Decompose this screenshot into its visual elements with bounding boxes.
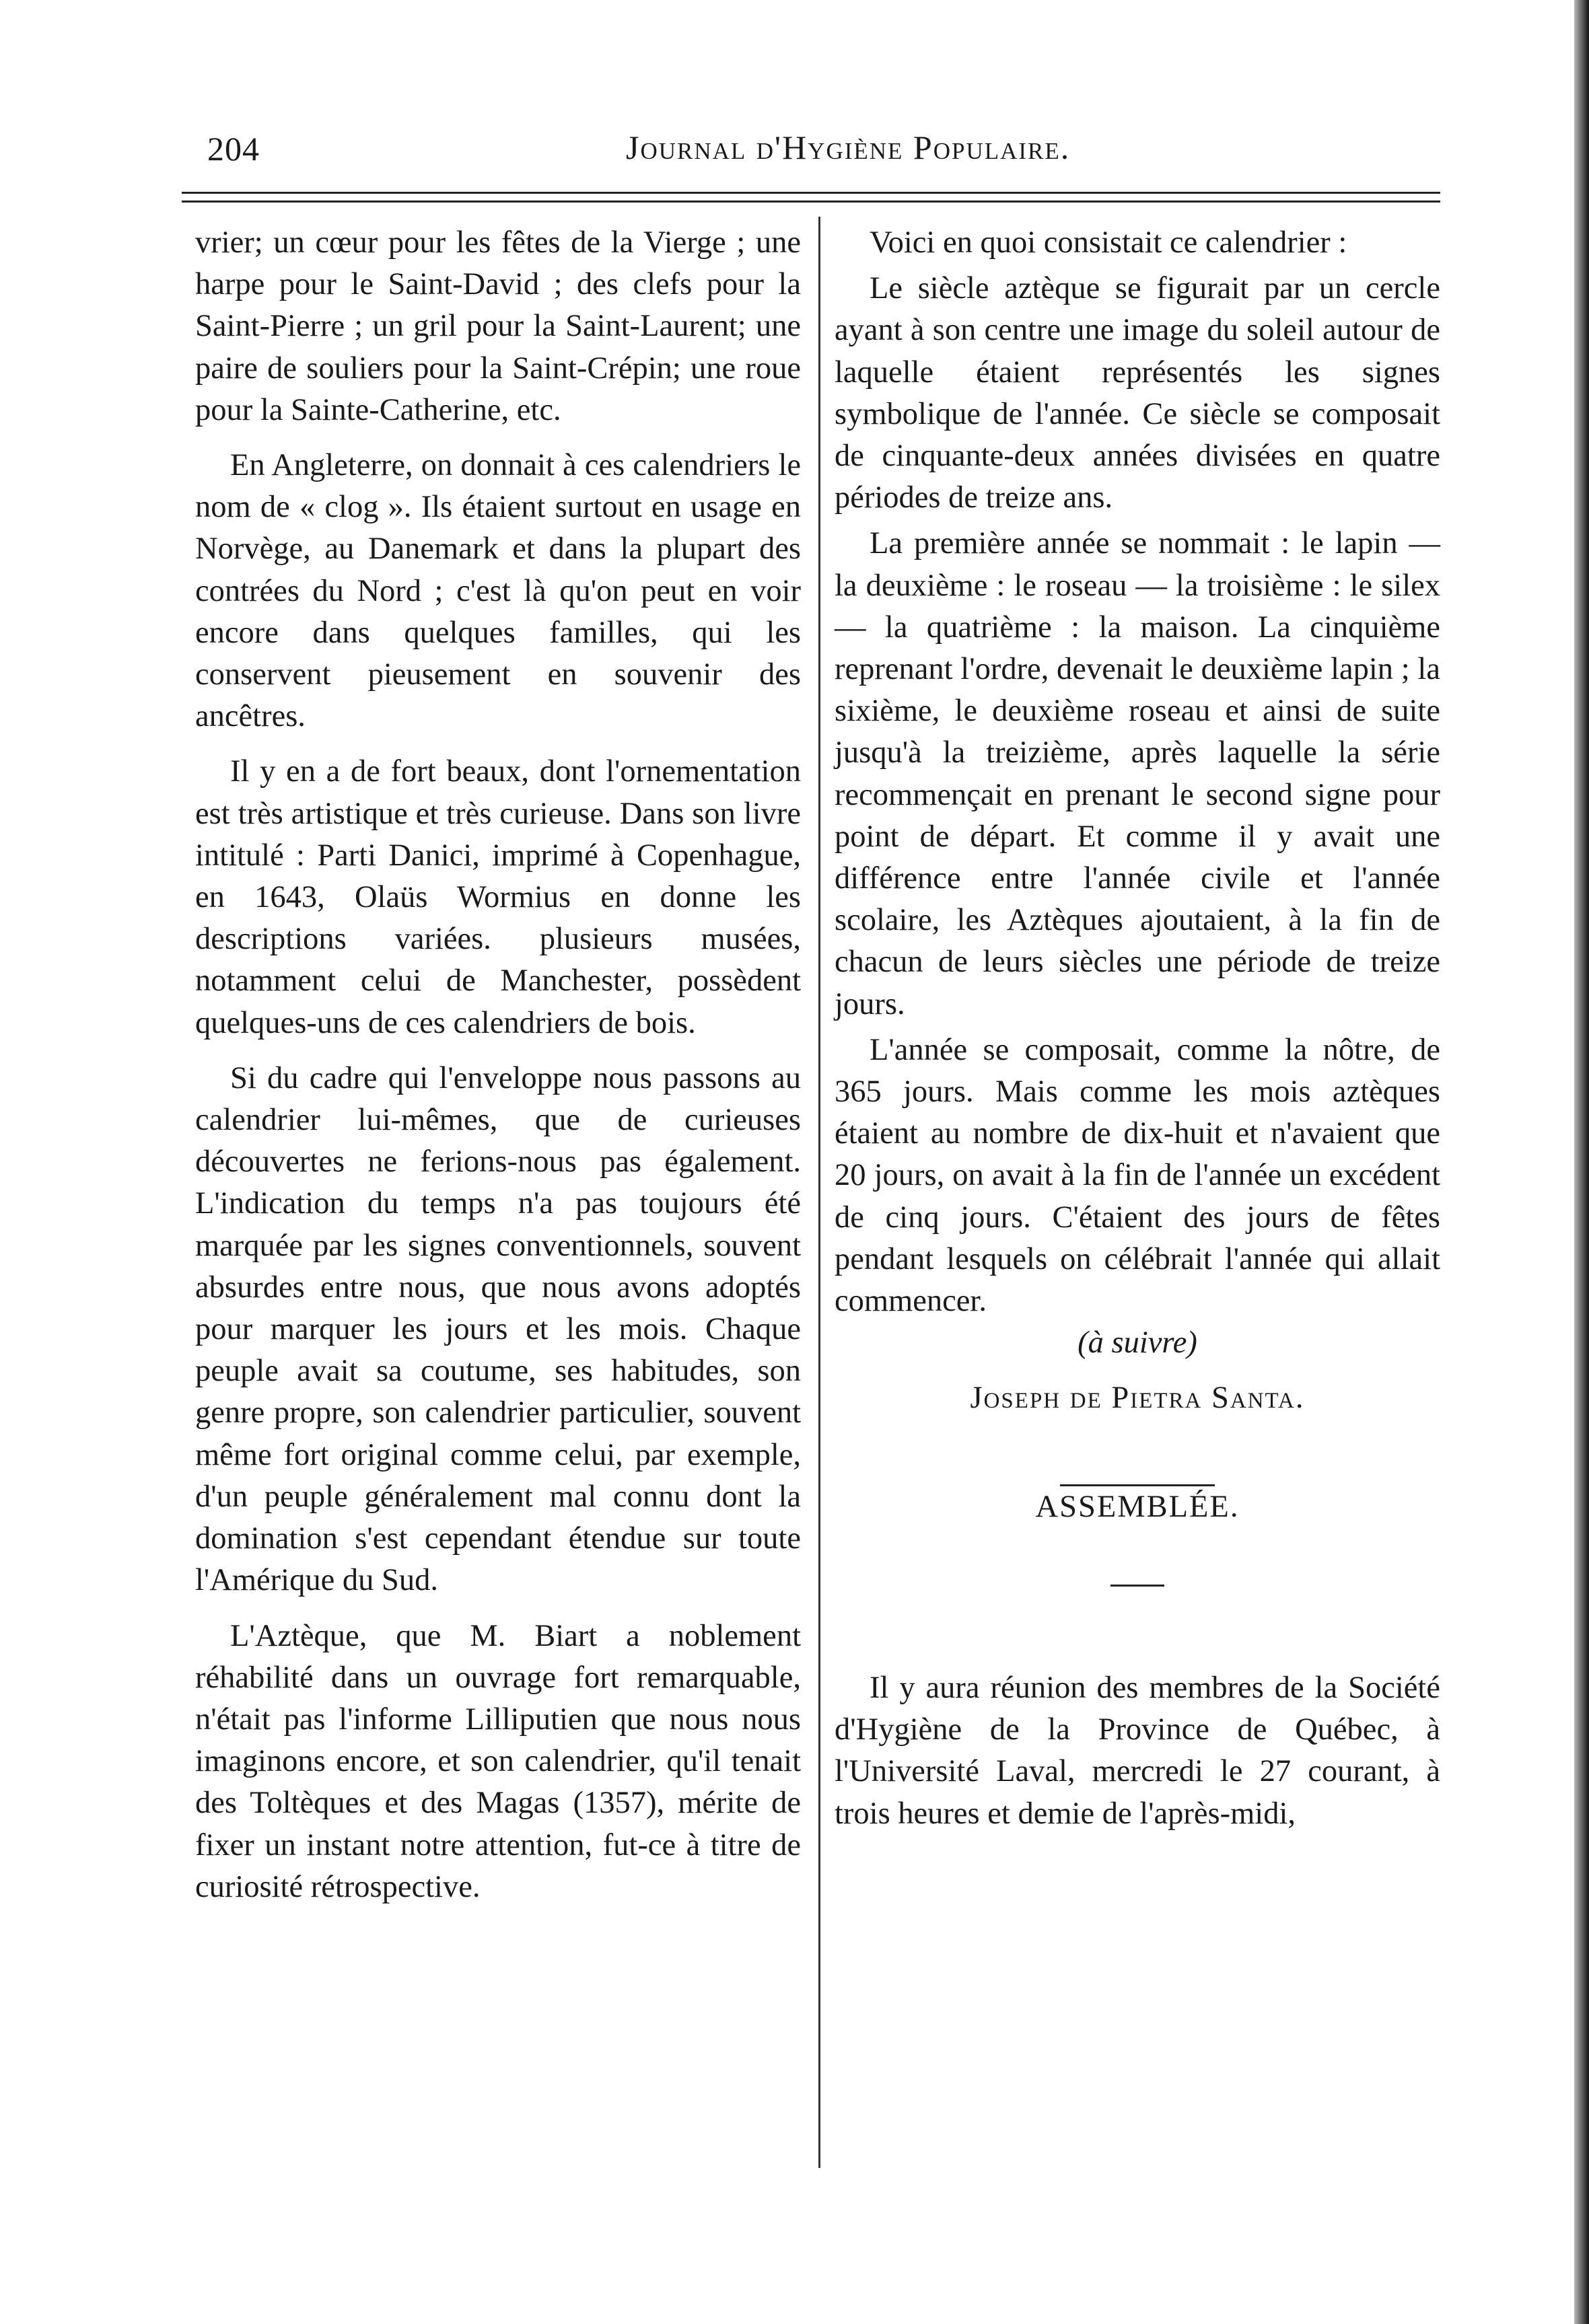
scan-edge <box>1574 0 1589 2324</box>
paragraph: vrier; un cœur pour les fêtes de la Vierge ; une harpe pour le Saint-David ; des clefs pour la Saint-Pierre ; un gril pour la Saint-Laurent; une paire de souliers pour la Saint-Crépin; une roue pour la Sainte-Catherine, etc. <box>195 225 801 427</box>
to-be-continued: (à suivre) <box>1078 1326 1197 1360</box>
column-divider <box>818 217 820 2168</box>
paragraph: En Angleterre, on donnait à ces calendriers le nom de « clog ». Ils étaient surtout en usage en Norvège, au Danemark et dans la plupart des contrées du Nord ; c'est là qu'on peut en voir encore dans quelques familles, qui les conservent pieusement en souvenir des ancêtres. <box>195 448 801 734</box>
right-column <box>835 222 1440 1835</box>
header-rule-top <box>182 192 1440 194</box>
header-rule-bottom <box>182 201 1440 203</box>
paragraph: L'Aztèque, que M. Biart a noblement réhabilité dans un ouvrage fort remarquable, n'était pas l'informe Lilliputien que nous nous imaginons encore, et son calendrier, qu'il tenait des Toltèques et des Magas (1357), mérite de fixer un instant notre attention, fut-ce à titre de curiosité rétrospective. <box>195 1618 801 1904</box>
paragraph: La première année se nommait : le lapin — la deuxième : le roseau — la troisième : le silex — la quatrième : la maison. La cinquième reprenant l'ordre, devenait le deuxième lapin ; la sixième, le deuxième roseau et ainsi de suite jusqu'à la treizième, après laquelle la série recommençait en prenant le second signe pour point de départ. Et comme il y avait une différence entre l'année civile et l'année scolaire, les Aztèques ajoutaient, à la fin de chacun de leurs siècles une période de treize jours. <box>835 526 1440 1021</box>
paragraph: Il y en a de fort beaux, dont l'ornementation est très artistique et très curieuse. Dans son livre intitulé : Parti Danici, imprimé à Copenhague, en 1643, Olaüs Wormius en donne les descriptions variées. plusieurs musées, notamment celui de Manchester, possèdent quelques-uns de ces calendriers de bois. <box>195 754 801 1040</box>
author-signature: Joseph de Pietra Santa. <box>970 1381 1305 1416</box>
running-title: Journal d'Hygiène Populaire. <box>626 129 1071 166</box>
paragraph: Si du cadre qui l'enveloppe nous passons au calendrier lui-mêmes, que de curieuses découvertes ne ferions-nous pas également. L'indication du temps n'a pas toujours été marquée par les signes conventionnels, souvent absurdes entre nous, que nous avons adoptés pour marquer les jours et les mois. Chaque peuple avait sa coutume, ses habitudes, son genre propre, son calendrier particulier, souvent même fort original comme celui, par exemple, d'un peuple généralement mal connu dont la domination s'est cependant étendue sur toute l'Amérique du Sud. <box>195 1060 801 1598</box>
title-separator <box>1110 1585 1164 1587</box>
page-number: 204 <box>207 130 260 168</box>
paragraph: Voici en quoi consistait ce calendrier : <box>870 225 1347 260</box>
left-column <box>195 222 801 1908</box>
section-title: ASSEMBLÉE. <box>1035 1489 1240 1524</box>
paragraph: Le siècle aztèque se figurait par un cercle ayant à son centre une image du soleil autour de laquelle étaient représentés les signes symbolique de l'année. Ce siècle se composait de cinquante-deux années divisées en quatre périodes de treize ans. <box>835 271 1440 515</box>
paragraph: L'année se composait, comme la nôtre, de 365 jours. Mais comme les mois aztèques étaient au nombre de dix-huit et n'avaient que 20 jours, on avait à la fin de l'année un excédent de cinq jours. C'étaient des jours de fêtes pendant lesquels on célébrait l'année qui allait commencer. <box>835 1032 1440 1319</box>
announcement-paragraph: Il y aura réunion des membres de la Société d'Hygiène de la Province de Québec, à l'Université Laval, mercredi le 27 courant, à trois heures et demie de l'après-midi, <box>835 1670 1440 1831</box>
